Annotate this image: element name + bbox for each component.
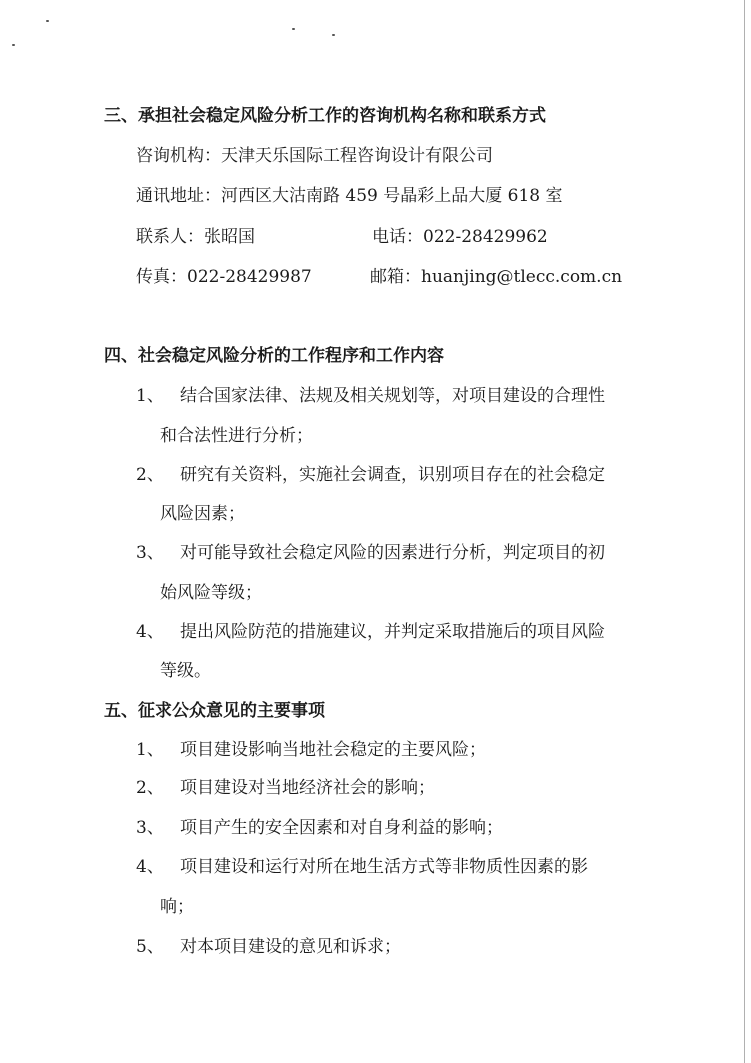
list-item-text: 项目产生的安全因素和对自身利益的影响； bbox=[180, 818, 503, 838]
contact-person: 联系人：张昭国 bbox=[136, 227, 255, 247]
consulting-org: 咨询机构：天津天乐国际工程咨询设计有限公司 bbox=[136, 146, 493, 166]
section3-heading: 三、承担社会稳定风险分析工作的咨询机构名称和联系方式 bbox=[104, 106, 546, 126]
scan-speck bbox=[332, 34, 335, 36]
fax-number: 传真：022-28429987 bbox=[136, 267, 312, 287]
list-item-text: 对可能导致社会稳定风险的因素进行分析，判定项目的初 bbox=[180, 543, 605, 563]
list-item-number: 5、 bbox=[136, 937, 164, 957]
list-item-text: 研究有关资料，实施社会调查，识别项目存在的社会稳定 bbox=[180, 465, 605, 485]
phone-number: 电话：022-28429962 bbox=[372, 227, 548, 247]
list-item-text: 项目建设对当地经济社会的影响； bbox=[180, 778, 435, 798]
list-item-continuation: 和合法性进行分析； bbox=[160, 426, 313, 446]
list-item-number: 1、 bbox=[136, 386, 164, 406]
scan-speck bbox=[292, 28, 295, 30]
list-item-text: 项目建设影响当地社会稳定的主要风险； bbox=[180, 740, 486, 760]
scan-speck bbox=[46, 20, 49, 22]
list-item-number: 4、 bbox=[136, 857, 164, 877]
list-item-text: 结合国家法律、法规及相关规划等，对项目建设的合理性 bbox=[180, 386, 605, 406]
list-item-number: 2、 bbox=[136, 465, 164, 485]
list-item-text: 项目建设和运行对所在地生活方式等非物质性因素的影 bbox=[180, 857, 588, 877]
list-item-text: 对本项目建设的意见和诉求； bbox=[180, 937, 401, 957]
scan-speck bbox=[12, 44, 15, 46]
list-item-number: 3、 bbox=[136, 818, 164, 838]
list-item-number: 4、 bbox=[136, 622, 164, 642]
list-item-number: 1、 bbox=[136, 740, 164, 760]
list-item-number: 3、 bbox=[136, 543, 164, 563]
list-item-continuation: 响； bbox=[160, 897, 194, 917]
email-address: 邮箱：huanjing@tlecc.com.cn bbox=[370, 267, 623, 287]
list-item-continuation: 风险因素； bbox=[160, 504, 245, 524]
list-item-number: 2、 bbox=[136, 778, 164, 798]
section4-heading: 四、社会稳定风险分析的工作程序和工作内容 bbox=[104, 346, 444, 366]
list-item-continuation: 等级。 bbox=[160, 661, 211, 681]
mailing-address: 通讯地址：河西区大沽南路 459 号晶彩上品大厦 618 室 bbox=[136, 186, 563, 206]
section5-heading: 五、征求公众意见的主要事项 bbox=[104, 701, 325, 721]
list-item-continuation: 始风险等级； bbox=[160, 583, 262, 603]
scan-edge-line bbox=[744, 0, 745, 1063]
list-item-text: 提出风险防范的措施建议，并判定采取措施后的项目风险 bbox=[180, 622, 605, 642]
